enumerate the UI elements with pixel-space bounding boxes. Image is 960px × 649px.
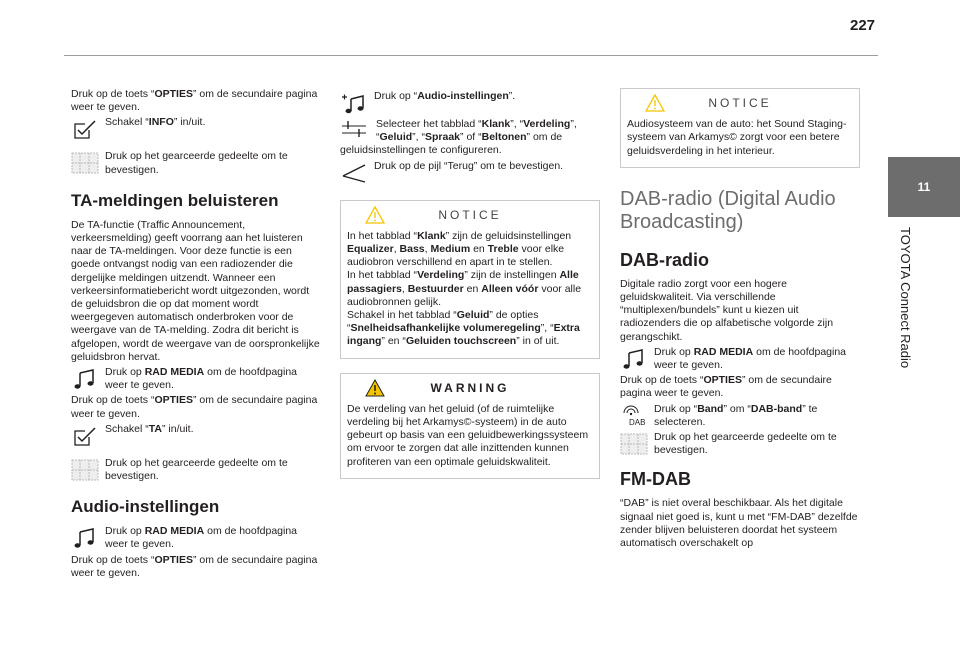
warning-triangle-icon — [645, 94, 665, 112]
notice-text: In het tabblad “Klank” zijn de geluidsinstellingen Equalizer, Bass, Medium en Treble voor elke audiobron verschillend en apart in te stellen. In het tabblad “Verdeling” zijn de instellingen Alle passagiers, Bestuurder en Alleen vóór voor alle audiobronnen gelijk. Schakel in het tabblad “Geluid” de opties “Snelheidsafhankelijke volumeregeling”, “Extra ingang” en “Geluiden touchscreen” in of uit. — [347, 229, 582, 348]
notice-box-arkamys — [620, 88, 860, 168]
heading-fmdab: FM-DAB — [620, 469, 691, 490]
col3-step-band: DAB Druk op “Band” om “DAB-band” te selecteren. — [620, 403, 860, 429]
warning-triangle-icon — [365, 379, 385, 397]
checkbox-icon — [71, 425, 99, 447]
warning-label: WARNING — [430, 380, 510, 395]
slider-icon — [340, 118, 368, 140]
notice-box-audio — [340, 200, 600, 359]
col2-step-tabs: Selecteer het tabblad “Klank”, “Verdeling”, “Geluid”, “Spraak” of “Beltonen” om de geluidsinstellingen te configureren. — [340, 118, 577, 157]
back-arrow-icon — [340, 162, 368, 184]
chapter-title-text: TOYOTA Connect Radio — [898, 227, 913, 369]
dab-paragraph: Digitale radio zorgt voor een hogere geluidskwaliteit. Via verschillende “multiplexen/bundels” kunt u kiezen uit radiozenders die op alfabetische volgorde zijn gerangschikt. — [620, 277, 834, 343]
column-3 — [620, 88, 860, 550]
checkbox-icon — [71, 118, 99, 140]
col1-step-rad-media-2: Druk op RAD MEDIA om de hoofdpagina weer te geven. — [71, 525, 321, 551]
column-2 — [340, 88, 600, 493]
notice-title-row — [347, 209, 593, 222]
col1-step-info: Schakel “INFO” in/uit. — [71, 116, 321, 142]
warning-box — [340, 373, 600, 479]
col3-step-rad-media: Druk op RAD MEDIA om de hoofdpagina weer te geven. — [620, 346, 860, 372]
warning-triangle-icon — [365, 206, 385, 224]
fmdab-paragraph: “DAB” is niet overal beschikbaar. Als het digitale signaal niet goed is, kunt u met “FM-DAB” dezelfde zender blijven beluisteren doordat het systeem automatisch overschakelt op — [620, 497, 858, 550]
music-note-icon — [71, 527, 99, 549]
heading-ta: TA-meldingen beluisteren — [71, 190, 279, 210]
warning-text: De verdeling van het geluid (of de ruimtelijke verdeling bij het Arkamys©-systeem) in de auto gebeurt op basis van een geluidbewerkingssysteem om ervoor te zorgen dat alle inzittenden kunnen profiteren van een optimale geluidskwaliteit. — [347, 402, 589, 468]
svg-text:DAB: DAB — [629, 417, 646, 427]
dab-signal-icon — [620, 405, 648, 427]
col2-step-back: Druk op de pijl “Terug” om te bevestigen. — [340, 160, 600, 186]
column-1 — [71, 88, 321, 580]
col1-step-confirm-2: Druk op het gearceerde gedeelte om te bevestigen. — [71, 457, 321, 483]
warning-title-row — [347, 382, 593, 395]
col1-paragraph-1: Druk op de toets “OPTIES” om de secundaire pagina weer te geven. — [71, 88, 318, 114]
heading-audio: Audio-instellingen — [71, 497, 220, 517]
page-number: 227 — [850, 17, 876, 34]
settings-note-icon — [340, 92, 368, 114]
grid-confirm-icon — [71, 459, 99, 481]
col1-step-ta: Schakel “TA” in/uit. — [71, 423, 321, 449]
music-note-icon — [620, 348, 648, 370]
notice-label: NOTICE — [708, 96, 772, 110]
col1-step-confirm: Druk op het gearceerde gedeelte om te bevestigen. — [71, 150, 321, 176]
col1-paragraph-3: Druk op de toets “OPTIES” om de secundaire pagina weer te geven. — [71, 553, 318, 579]
col1-step-rad-media: Druk op RAD MEDIA om de hoofdpagina weer te geven. — [71, 366, 321, 392]
grid-confirm-icon — [620, 433, 648, 455]
top-rule — [64, 55, 878, 56]
heading-dab: DAB-radio — [620, 249, 709, 270]
grid-confirm-icon — [71, 152, 99, 174]
col2-step-audio-settings: Druk op “Audio-instellingen”. — [340, 90, 600, 116]
chapter-tab: 11 — [888, 157, 960, 217]
notice-label: NOTICE — [438, 207, 502, 222]
chapter-title — [898, 227, 920, 397]
heading-dab-main: DAB-radio (Digital Audio Broadcasting) — [620, 187, 836, 233]
ta-paragraph: De TA-functie (Traffic Announcement, verkeersmelding) geeft voorrang aan het luisteren naar de TA-meldingen. Voor deze functie is een goede ontvangst nodig van een radiozender die dergelijke meldingen uitzendt. Wanneer een verkeersinformatiebericht wordt uitgezonden, wordt de geluidsbron die op dat moment wordt weergegeven automatisch onderbroken voor de weergave van de TA-melding. Zodra dit bericht is afgelopen, wordt de weergave van de oorspronkelijke geluidsbron hervat. — [71, 218, 320, 363]
notice-title-row — [627, 97, 853, 110]
col3-paragraph-2: Druk op de toets “OPTIES” om de secundaire pagina weer te geven. — [620, 374, 832, 400]
notice-text: Audiosysteem van de auto: het Sound Staging-systeem van Arkamys© zorgt voor een betere geluidsverdeling in het interieur. — [627, 118, 847, 157]
col3-step-confirm: Druk op het gearceerde gedeelte om te bevestigen. — [620, 431, 860, 457]
music-note-icon — [71, 368, 99, 390]
col1-paragraph-2: Druk op de toets “OPTIES” om de secundaire pagina weer te geven. — [71, 394, 318, 420]
